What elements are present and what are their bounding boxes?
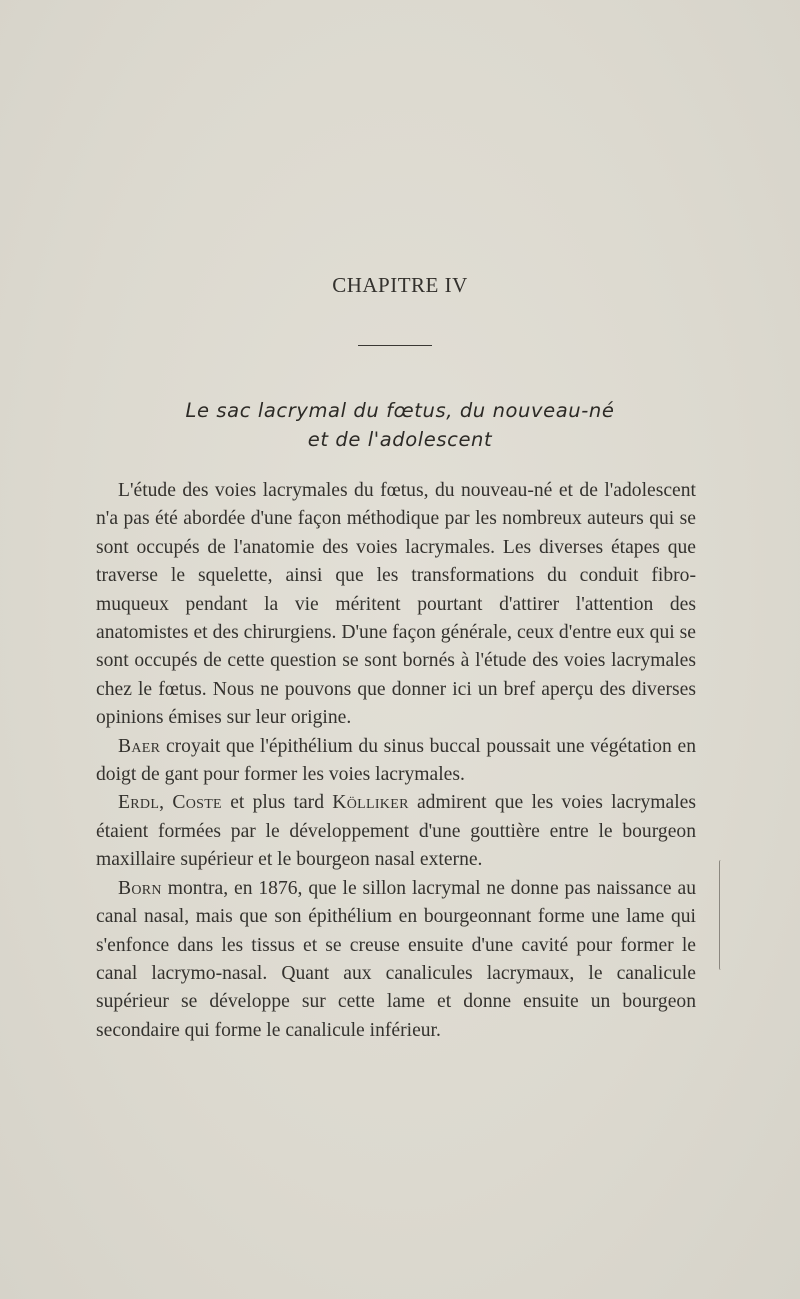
chapter-heading: CHAPITRE IV bbox=[332, 273, 468, 297]
paragraph-text: montra, en 1876, que le sillon lacrymal ne donne pas naissance au canal nasal, mais que son épithélium en bourgeonnant forme une lame qui s'enfonce dans les tissus et se creuse ensuite d'une cavité pour former le canal lacrymo-nasal. Quant aux canalicules lacrymaux, le canalicule supérieur se développe sur cette lame et donne ensuite un bourgeon secondaire qui forme le canalicule inférieur. bbox=[96, 877, 696, 1041]
paragraph-baer bbox=[96, 733, 696, 790]
body-text bbox=[96, 477, 696, 1045]
author-name: Coste bbox=[172, 792, 222, 814]
paragraph-intro bbox=[96, 477, 696, 733]
author-name: Baer bbox=[118, 735, 161, 757]
separator-text: , bbox=[159, 792, 173, 814]
paragraph-erdl bbox=[96, 789, 696, 874]
paragraph-born bbox=[96, 875, 696, 1045]
paragraph-text: admirent que les voies lacrymales étaient formées par le développement d'une gouttière entre le bourgeon maxillaire supérieur et le bourgeon nasal externe. bbox=[96, 792, 696, 871]
separator-text: et plus tard bbox=[221, 792, 333, 814]
margin-pencil-mark bbox=[719, 860, 726, 970]
subtitle-line-1: Le sac lacrymal du fœtus, du nouveau-né bbox=[185, 399, 615, 422]
heading-rule bbox=[358, 345, 432, 346]
author-name: Erdl bbox=[118, 792, 160, 814]
chapter-subtitle bbox=[0, 396, 800, 454]
paragraph-text: L'étude des voies lacrymales du fœtus, du nouveau-né et de l'adolescent n'a pas été abordée d'une façon méthodique par les nombreux auteurs qui se sont occupés de l'anatomie des voies lacrymales. Les diverses étapes que traverse le squelette, ainsi que les transformations du conduit fibro-muqueux pendant la vie méritent pourtant d'attirer l'attention des anatomistes et des chirurgiens. D'une façon générale, ceux d'entre eux qui se sont occupés de cette question se sont bornés à l'étude des voies lacrymales chez le fœtus. Nous ne pouvons que donner ici un bref aperçu des diverses opinions émises sur leur origine. bbox=[96, 480, 696, 729]
paragraph-text: croyait que l'épithélium du sinus buccal poussait une végétation en doigt de gant pour former les voies lacrymales. bbox=[96, 735, 696, 786]
author-name: Born bbox=[118, 877, 162, 899]
author-name: Kölliker bbox=[332, 792, 409, 814]
subtitle-line-2: et de l'adolescent bbox=[307, 428, 493, 451]
